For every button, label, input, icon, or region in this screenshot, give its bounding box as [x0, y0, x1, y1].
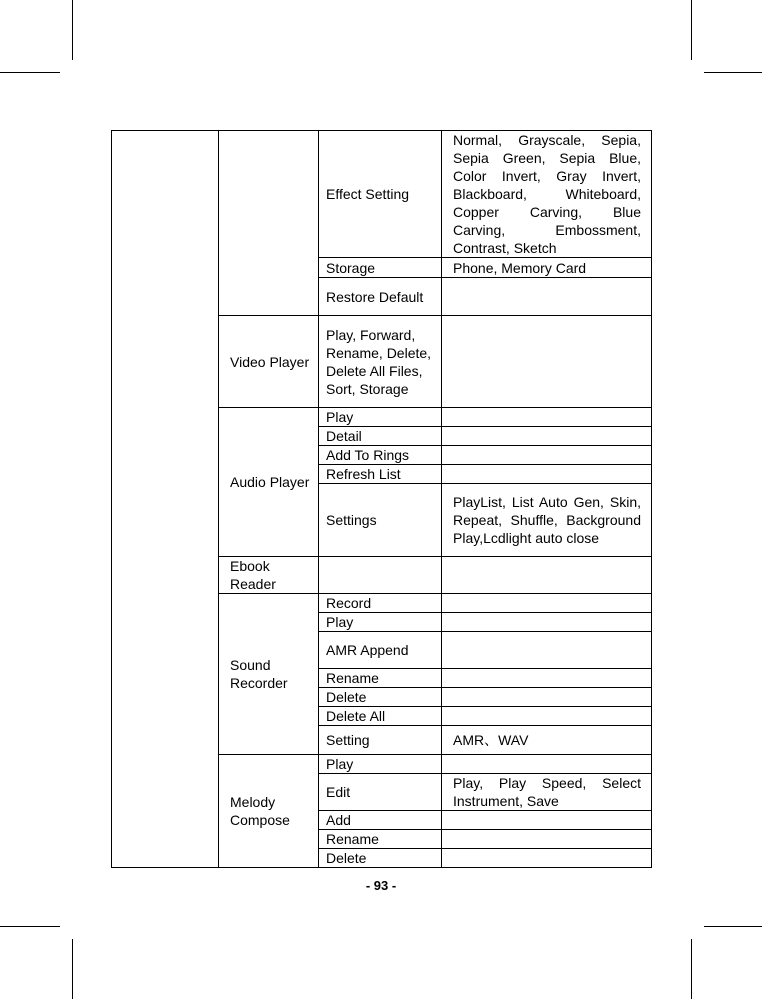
crop-mark — [0, 926, 60, 927]
value-cell — [442, 811, 652, 830]
crop-mark — [691, 939, 692, 999]
value-cell — [442, 755, 652, 774]
value-cell — [442, 688, 652, 707]
function-cell — [319, 557, 442, 594]
function-cell: Detail — [319, 427, 442, 446]
value-cell — [442, 557, 652, 594]
function-cell: Delete — [319, 688, 442, 707]
value-cell — [442, 707, 652, 726]
submenu-cell: Video Player — [219, 316, 319, 408]
value-cell: AMR、WAV — [442, 726, 652, 755]
value-cell — [442, 632, 652, 669]
crop-mark — [704, 926, 762, 927]
table-row — [112, 131, 652, 258]
crop-mark — [704, 72, 762, 73]
value-cell: Normal, Grayscale, Sepia, Sepia Green, Sepia Blue, Color Invert, Gray Invert, Blackboard, Whiteboard, Copper Carving, Blue Carving, Embossment, Contrast, Sketch — [442, 131, 652, 258]
submenu-cell: Sound Recorder — [219, 594, 319, 755]
value-cell: Phone, Memory Card — [442, 258, 652, 278]
value-cell — [442, 278, 652, 316]
crop-mark — [72, 939, 73, 999]
value-cell — [442, 594, 652, 613]
value-cell — [442, 669, 652, 688]
value-cell — [442, 408, 652, 427]
category-cell — [112, 131, 219, 868]
function-cell: Storage — [319, 258, 442, 278]
value-cell — [442, 427, 652, 446]
function-cell: Add To Rings — [319, 446, 442, 465]
value-cell — [442, 613, 652, 632]
function-cell: Settings — [319, 484, 442, 557]
function-cell: Rename — [319, 669, 442, 688]
function-cell: Play, Forward, Rename, Delete, Delete All Files, Sort, Storage — [319, 316, 442, 408]
value-cell: Play, Play Speed, Select Instrument, Save — [442, 774, 652, 811]
value-cell — [442, 849, 652, 868]
submenu-cell — [219, 131, 319, 316]
function-cell: Setting — [319, 726, 442, 755]
value-cell — [442, 465, 652, 484]
function-cell: Restore Default — [319, 278, 442, 316]
function-cell: Delete — [319, 849, 442, 868]
value-cell — [442, 446, 652, 465]
function-cell: AMR Append — [319, 632, 442, 669]
page-number: - 93 - — [365, 878, 397, 893]
crop-mark — [0, 72, 60, 73]
feature-table — [111, 130, 652, 868]
crop-mark — [691, 0, 692, 60]
submenu-cell: Ebook Reader — [219, 557, 319, 594]
function-cell: Effect Setting — [319, 131, 442, 258]
submenu-cell: Audio Player — [219, 408, 319, 557]
function-cell: Play — [319, 408, 442, 427]
submenu-cell: Melody Compose — [219, 755, 319, 868]
function-cell: Edit — [319, 774, 442, 811]
function-cell: Add — [319, 811, 442, 830]
function-cell: Rename — [319, 830, 442, 849]
value-cell: PlayList, List Auto Gen, Skin, Repeat, Shuffle, Background Play,Lcdlight auto close — [442, 484, 652, 557]
function-cell: Play — [319, 755, 442, 774]
function-cell: Record — [319, 594, 442, 613]
value-cell — [442, 316, 652, 408]
crop-mark — [72, 0, 73, 60]
function-cell: Refresh List — [319, 465, 442, 484]
value-cell — [442, 830, 652, 849]
function-cell: Delete All — [319, 707, 442, 726]
function-cell: Play — [319, 613, 442, 632]
